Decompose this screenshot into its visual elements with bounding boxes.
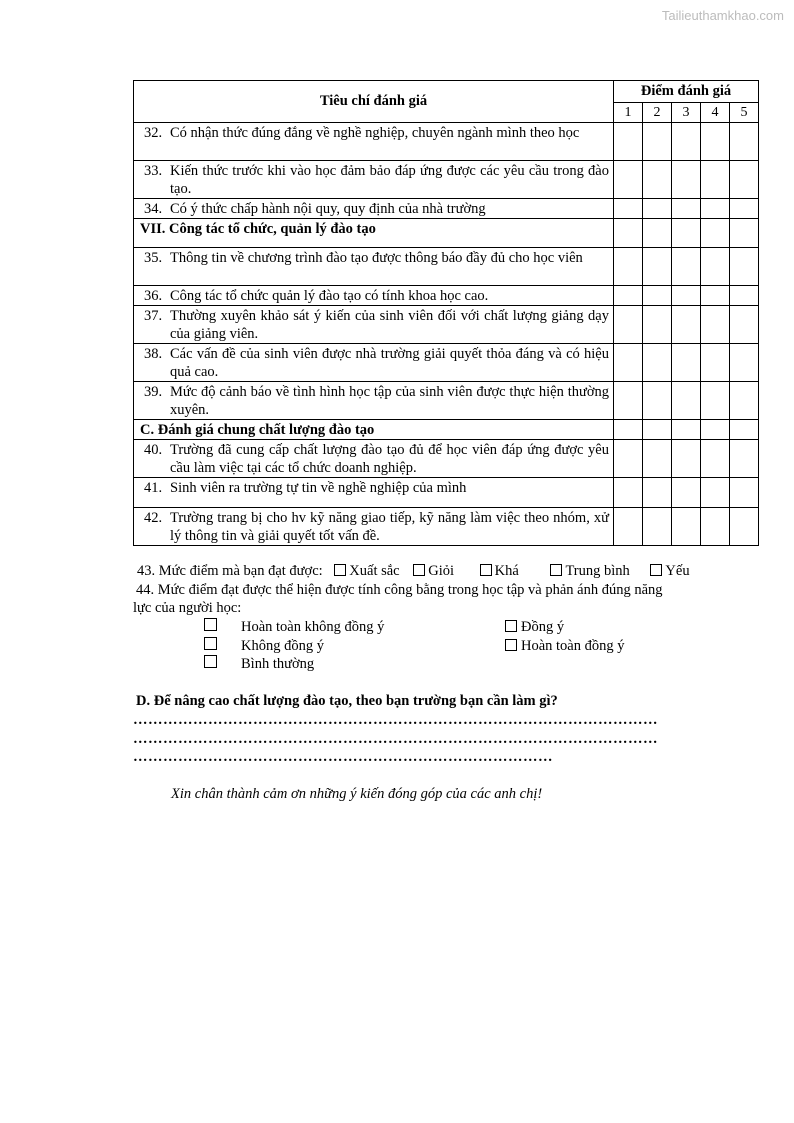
criterion-cell (134, 508, 614, 546)
criterion-text: Kiến thức trước khi vào học đảm bảo đáp ứng được các yêu cầu trong đào tạo. (170, 163, 609, 197)
thanks-note: Xin chân thành cảm ơn những ý kiến đóng góp của các anh chị! (171, 786, 543, 802)
criterion-number: 38. (144, 346, 163, 362)
score-cell[interactable] (701, 248, 730, 286)
score-cell[interactable] (730, 123, 759, 161)
criterion-number: 34. (144, 201, 163, 217)
criteria-row (134, 161, 759, 199)
criterion-number: 42. (144, 510, 163, 526)
score-cell[interactable] (614, 306, 643, 344)
score-cell[interactable] (643, 248, 672, 286)
score-cell[interactable] (730, 508, 759, 546)
q44-option-agree[interactable]: Đồng ý (505, 618, 564, 637)
score-cell[interactable] (730, 478, 759, 508)
checkbox-icon (204, 637, 217, 650)
criteria-row (134, 478, 759, 508)
score-level: 4 (701, 103, 730, 123)
score-level: 2 (643, 103, 672, 123)
score-cell[interactable] (701, 286, 730, 306)
checkbox-icon (505, 620, 517, 632)
score-cell[interactable] (672, 286, 701, 306)
score-cell[interactable] (614, 508, 643, 546)
criteria-row (134, 306, 759, 344)
score-cell[interactable] (672, 508, 701, 546)
score-cell[interactable] (701, 382, 730, 420)
criterion-number: 41. (144, 480, 163, 496)
score-cell[interactable] (614, 123, 643, 161)
q44-option-neutral[interactable]: Bình thường (204, 655, 314, 674)
score-cell[interactable] (643, 199, 672, 219)
q44-option-disagree[interactable]: Không đồng ý (204, 637, 324, 656)
criteria-row (134, 286, 759, 306)
q43-label: 43. Mức điểm mà bạn đạt được: (137, 563, 323, 579)
score-cell[interactable] (672, 420, 701, 440)
q44-line1: 44. Mức điểm đạt được thể hiện được tính công bằng trong học tập và phản ánh đúng năng (136, 582, 663, 598)
score-cell[interactable] (643, 420, 672, 440)
answer-line[interactable]: ………………………………………………………………………… (133, 749, 553, 765)
criterion-cell (134, 306, 614, 344)
score-cell[interactable] (672, 344, 701, 382)
criterion-number: 35. (144, 250, 163, 266)
score-cell[interactable] (672, 306, 701, 344)
score-cell[interactable] (701, 440, 730, 478)
checkbox-icon (204, 618, 217, 631)
score-cell[interactable] (643, 382, 672, 420)
q43-option-fair[interactable]: Khá (480, 563, 519, 579)
score-cell[interactable] (614, 286, 643, 306)
criterion-cell (134, 199, 614, 219)
criterion-number: 39. (144, 384, 163, 400)
checkbox-icon (480, 564, 492, 576)
score-level: 5 (730, 103, 759, 123)
checkbox-icon (204, 655, 217, 668)
q44-line2: lực của người học: (133, 600, 242, 616)
score-cell[interactable] (701, 219, 730, 248)
score-cell[interactable] (730, 306, 759, 344)
score-cell[interactable] (672, 161, 701, 199)
criteria-row (134, 382, 759, 420)
score-cell[interactable] (730, 440, 759, 478)
q43-option-good[interactable]: Giỏi (413, 563, 454, 579)
criterion-text: Thông tin về chương trình đào tạo được thông báo đầy đủ cho học viên (170, 250, 583, 266)
criteria-row (134, 248, 759, 286)
score-cell[interactable] (614, 248, 643, 286)
score-cell[interactable] (643, 123, 672, 161)
section-row (134, 420, 759, 440)
score-cell[interactable] (672, 199, 701, 219)
criteria-row (134, 344, 759, 382)
q44-option-strongly-disagree[interactable]: Hoàn toàn không đồng ý (204, 618, 384, 637)
section-row (134, 219, 759, 248)
criterion-cell (134, 248, 614, 286)
score-cell[interactable] (614, 219, 643, 248)
score-cell[interactable] (643, 344, 672, 382)
score-cell[interactable] (643, 478, 672, 508)
section-heading: VII. Công tác tổ chức, quản lý đào tạo (134, 219, 614, 248)
criteria-row (134, 508, 759, 546)
score-cell[interactable] (614, 420, 643, 440)
score-cell[interactable] (730, 286, 759, 306)
score-cell[interactable] (643, 161, 672, 199)
checkbox-icon (413, 564, 425, 576)
score-cell[interactable] (701, 508, 730, 546)
score-cell[interactable] (614, 440, 643, 478)
score-cell[interactable] (643, 306, 672, 344)
criterion-text: Các vấn đề của sinh viên được nhà trường giải quyết thỏa đáng và có hiệu quả cao. (170, 346, 609, 380)
score-cell[interactable] (701, 420, 730, 440)
criterion-text: Thường xuyên khảo sát ý kiến của sinh viên đối với chất lượng giảng dạy của giảng viên. (170, 308, 609, 342)
score-cell[interactable] (672, 478, 701, 508)
q43-option-average[interactable]: Trung bình (550, 563, 629, 579)
score-cell[interactable] (672, 248, 701, 286)
score-cell[interactable] (614, 478, 643, 508)
criteria-row (134, 199, 759, 219)
score-cell[interactable] (701, 344, 730, 382)
checkbox-icon (550, 564, 562, 576)
criterion-cell (134, 440, 614, 478)
criteria-row (134, 440, 759, 478)
checkbox-icon (650, 564, 662, 576)
score-cell[interactable] (672, 219, 701, 248)
criterion-cell (134, 123, 614, 161)
q43-option-excellent[interactable]: Xuất sắc (334, 563, 399, 579)
criterion-cell (134, 161, 614, 199)
criterion-number: 40. (144, 442, 163, 458)
criterion-number: 32. (144, 125, 163, 141)
score-cell[interactable] (614, 344, 643, 382)
q44-option-strongly-agree[interactable]: Hoàn toàn đồng ý (505, 637, 625, 656)
criterion-text: Sinh viên ra trường tự tin về nghề nghiệp của mình (170, 480, 467, 496)
score-cell[interactable] (730, 382, 759, 420)
score-cell[interactable] (730, 161, 759, 199)
criterion-text: Trường trang bị cho hv kỹ năng giao tiếp, kỹ năng làm việc theo nhóm, xử lý thông tin và giải quyết tốt vấn đề. (170, 510, 609, 544)
score-cell[interactable] (730, 199, 759, 219)
criterion-number: 37. (144, 308, 163, 324)
score-cell[interactable] (672, 123, 701, 161)
score-cell[interactable] (614, 199, 643, 219)
criteria-header: Tiêu chí đánh giá (134, 81, 614, 123)
criterion-text: Có ý thức chấp hành nội quy, quy định của nhà trường (170, 201, 486, 217)
survey-table (133, 80, 759, 546)
score-level: 1 (614, 103, 643, 123)
score-cell[interactable] (672, 382, 701, 420)
answer-line[interactable]: …………………………………………………………………………………………… (133, 731, 658, 747)
score-cell[interactable] (701, 199, 730, 219)
score-cell[interactable] (730, 420, 759, 440)
score-cell[interactable] (701, 161, 730, 199)
score-cell[interactable] (614, 382, 643, 420)
score-cell[interactable] (701, 123, 730, 161)
checkbox-icon (505, 639, 517, 651)
score-cell[interactable] (701, 306, 730, 344)
criteria-row (134, 123, 759, 161)
score-cell[interactable] (672, 440, 701, 478)
q43-option-weak[interactable]: Yếu (650, 563, 689, 579)
score-cell[interactable] (614, 161, 643, 199)
criterion-number: 33. (144, 163, 163, 179)
score-cell[interactable] (730, 344, 759, 382)
section-heading: C. Đánh giá chung chất lượng đào tạo (134, 420, 614, 440)
criterion-cell (134, 344, 614, 382)
answer-line[interactable]: …………………………………………………………………………………………… (133, 712, 658, 728)
section-d-title: D. Để nâng cao chất lượng đào tạo, theo bạn trường bạn cần làm gì? (136, 693, 558, 709)
checkbox-icon (334, 564, 346, 576)
score-cell[interactable] (730, 219, 759, 248)
criterion-text: Có nhận thức đúng đắng về nghề nghiệp, chuyên ngành mình theo học (170, 125, 580, 141)
score-cell[interactable] (701, 478, 730, 508)
criterion-cell (134, 286, 614, 306)
criterion-text: Mức độ cảnh báo về tình hình học tập của sinh viên được thực hiện thường xuyên. (170, 384, 609, 418)
score-cell[interactable] (643, 440, 672, 478)
score-cell[interactable] (643, 286, 672, 306)
score-level: 3 (672, 103, 701, 123)
criterion-text: Trường đã cung cấp chất lượng đào tạo đủ để học viên đáp ứng được yêu cầu làm việc tại các tổ chức doanh nghiệp. (170, 442, 609, 476)
score-cell[interactable] (643, 219, 672, 248)
score-cell[interactable] (730, 248, 759, 286)
criterion-cell (134, 478, 614, 508)
watermark: Tailieuthamkhao.com (661, 8, 784, 23)
score-cell[interactable] (643, 508, 672, 546)
criterion-number: 36. (144, 288, 163, 304)
criterion-cell (134, 382, 614, 420)
q43 (137, 562, 690, 581)
criterion-text: Công tác tổ chức quản lý đào tạo có tính khoa học cao. (170, 288, 489, 304)
score-header: Điểm đánh giá (614, 81, 759, 103)
